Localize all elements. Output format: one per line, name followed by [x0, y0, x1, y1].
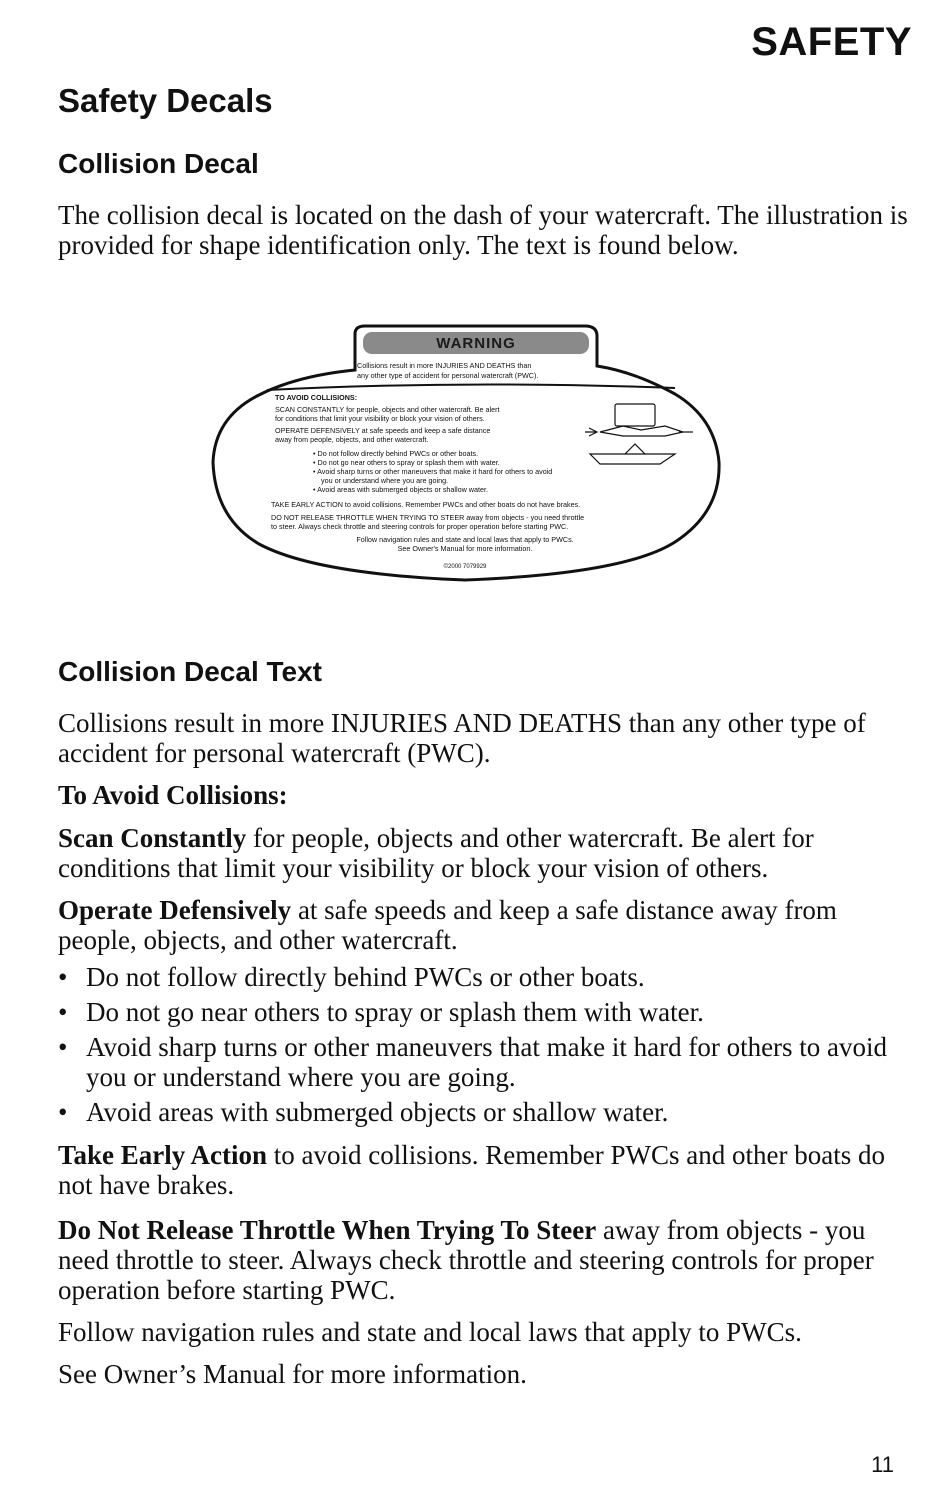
scan-constantly-text: for people, objects and other watercraft. Be alert for conditions that limit your visibility or block your vision of others.: [58, 823, 814, 883]
section-header: SAFETY: [751, 20, 912, 64]
operate-defensively-text: at safe speeds and keep a safe distance away from people, objects, and other watercraft.: [58, 895, 837, 955]
decal-see-manual: See Owner's Manual for more information.: [397, 544, 533, 553]
decal-bullet-4: • Avoid areas with submerged objects or shallow water.: [313, 485, 488, 494]
throttle-label: Do Not Release Throttle When Trying To Steer: [58, 1215, 597, 1245]
decal-text-follow-rules: Follow navigation rules and state and local laws that apply to PWCs.: [58, 1317, 802, 1347]
decal-follow: Follow navigation rules and state and local laws that apply to PWCs.: [356, 535, 574, 544]
decal-early-action: TAKE EARLY ACTION to avoid collisions. Remember PWCs and other boats do not have brakes.: [271, 500, 581, 509]
decal-lead-1: Collisions result in more INJURIES AND DEATHS than: [357, 361, 532, 370]
decal-operate-2: away from people, objects, and other watercraft.: [275, 435, 429, 444]
collision-decal-heading: Collision Decal: [58, 148, 259, 179]
take-early-action-label: Take Early Action: [58, 1140, 268, 1170]
decal-operate-1: OPERATE DEFENSIVELY at safe speeds and keep a safe distance: [275, 426, 491, 435]
scan-constantly-label: Scan Constantly: [58, 823, 247, 853]
decal-scan-1: SCAN CONSTANTLY for people, objects and other watercraft. Be alert: [275, 405, 500, 414]
collision-decal-intro: The collision decal is located on the dash of your watercraft. The illustration is provided for shape identification only. The text is found below.: [58, 200, 908, 260]
decal-bullet-3a: • Avoid sharp turns or other maneuvers that make it hard for others to avoid: [313, 467, 553, 476]
decal-scan-2: for conditions that limit your visibility or block your vision of others.: [275, 414, 485, 423]
collision-decal-illustration: [205, 322, 725, 602]
to-avoid-label: To Avoid Collisions:: [58, 780, 288, 810]
decal-text-operate-defensively: [58, 895, 908, 955]
list-item: • Do not go near others to spray or splash them with water.: [58, 997, 908, 1027]
decal-text-take-early-action: [58, 1140, 908, 1200]
decal-bullet-2: • Do not go near others to spray or splash them with water.: [313, 458, 500, 467]
list-item: • Avoid areas with submerged objects or shallow water.: [58, 1097, 908, 1127]
decal-divider: [267, 384, 675, 390]
decal-copyright: ©2000 7079929: [443, 564, 487, 570]
collision-decal-text-heading: Collision Decal Text: [58, 656, 322, 687]
decal-text-see-manual: See Owner’s Manual for more information.: [58, 1359, 527, 1389]
decal-text-throttle: [58, 1215, 908, 1305]
decal-avoid: TO AVOID COLLISIONS:: [275, 393, 358, 402]
watercraft-pictogram-icon: [585, 404, 693, 464]
list-item: • Do not follow directly behind PWCs or other boats.: [58, 962, 908, 992]
decal-text-paragraph-1: Collisions result in more INJURIES AND DEATHS than any other type of accident for personal watercraft (PWC).: [58, 708, 866, 768]
decal-throttle-1: DO NOT RELEASE THROTTLE WHEN TRYING TO STEER away from objects - you need throttle: [271, 513, 585, 522]
decal-throttle-2: to steer. Always check throttle and steering controls for proper operation before starting PWC.: [271, 522, 569, 531]
decal-bullet-1: • Do not follow directly behind PWCs or other boats.: [313, 449, 479, 458]
list-item: • Avoid sharp turns or other maneuvers that make it hard for others to avoid you or understand where you are going.: [58, 1032, 908, 1092]
operate-defensively-label: Operate Defensively: [58, 895, 292, 925]
throttle-text: away from objects - you need throttle to steer. Always check throttle and steering controls for proper operation before starting PWC.: [58, 1215, 874, 1305]
take-early-action-text: to avoid collisions. Remember PWCs and other boats do not have brakes.: [58, 1140, 885, 1200]
decal-text-bullet-list: [58, 962, 908, 1132]
decal-lead-2: any other type of accident for personal watercraft (PWC).: [357, 371, 539, 380]
page-number: 11: [871, 1452, 894, 1477]
decal-bullet-3b: you or understand where you are going.: [321, 476, 449, 485]
decal-text-to-avoid: [58, 780, 908, 810]
warning-label: WARNING: [436, 335, 516, 352]
page-title: Safety Decals: [58, 82, 273, 119]
decal-text-scan-constantly: [58, 823, 908, 883]
